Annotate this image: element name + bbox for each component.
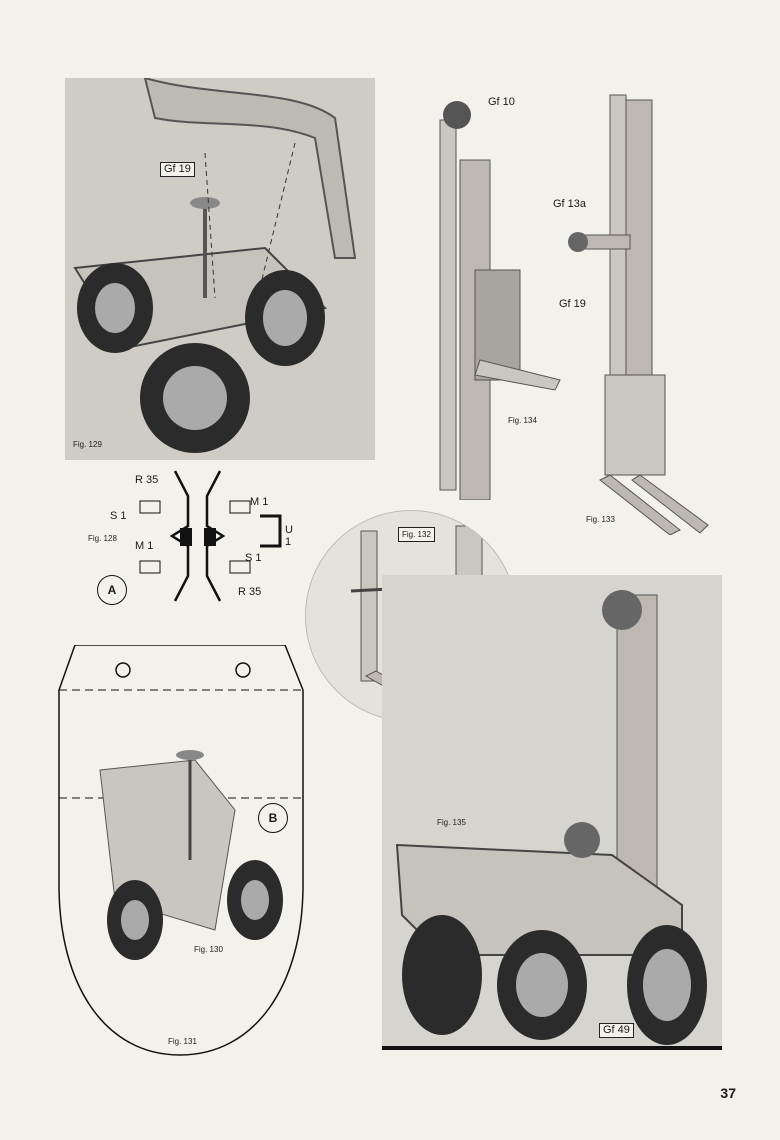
fig129-callout-gf19: Gf 19 bbox=[160, 162, 195, 177]
fig135-bottom-rule bbox=[382, 1046, 722, 1050]
fig128-label-u1: U 1 bbox=[285, 524, 293, 548]
fig128-label-m1-right: M 1 bbox=[250, 496, 269, 508]
fig133-callout-gf19: Gf 19 bbox=[559, 298, 586, 310]
fig131-caption: Fig. 131 bbox=[168, 1037, 197, 1046]
fig129-model-illustration bbox=[65, 78, 375, 460]
fig129-caption: Fig. 129 bbox=[73, 440, 102, 449]
fig131-outline bbox=[55, 645, 305, 1065]
fig135-photo bbox=[382, 575, 722, 1050]
fig128-circle-a: A bbox=[97, 575, 127, 605]
fig130-model-drawing bbox=[95, 740, 295, 970]
fig134-caption: Fig. 134 bbox=[508, 416, 537, 425]
fig135-model-illustration bbox=[382, 575, 722, 1050]
fig128-label-r35-top: R 35 bbox=[135, 474, 159, 486]
fig135-callout-gf49: Gf 49 bbox=[599, 1023, 634, 1038]
fig133-model-drawing bbox=[560, 85, 720, 535]
fig134-illustration bbox=[420, 90, 580, 500]
fig133-illustration bbox=[560, 85, 720, 535]
fig132-caption: Fig. 132 bbox=[398, 527, 435, 542]
fig128-label-m1-left: M 1 bbox=[135, 540, 154, 552]
fig128-label-s1-right: S 1 bbox=[245, 552, 262, 564]
fig133-caption: Fig. 133 bbox=[586, 515, 615, 524]
fig134-callout-gf10: Gf 10 bbox=[488, 96, 515, 108]
fig130-photo bbox=[95, 740, 295, 970]
fig128-caption: Fig. 128 bbox=[88, 534, 117, 543]
fig129-photo bbox=[65, 78, 375, 460]
fig128-label-r35-bottom: R 35 bbox=[238, 586, 262, 598]
page-number: 37 bbox=[720, 1085, 736, 1101]
fig130-circle-b: B bbox=[258, 803, 288, 833]
fig130-caption: Fig. 130 bbox=[194, 945, 223, 954]
fig133-callout-gf13a: Gf 13a bbox=[553, 198, 587, 210]
fig128-label-s1-left: S 1 bbox=[110, 510, 127, 522]
fig134-model-drawing bbox=[420, 90, 580, 500]
fig135-caption: Fig. 135 bbox=[437, 818, 466, 827]
